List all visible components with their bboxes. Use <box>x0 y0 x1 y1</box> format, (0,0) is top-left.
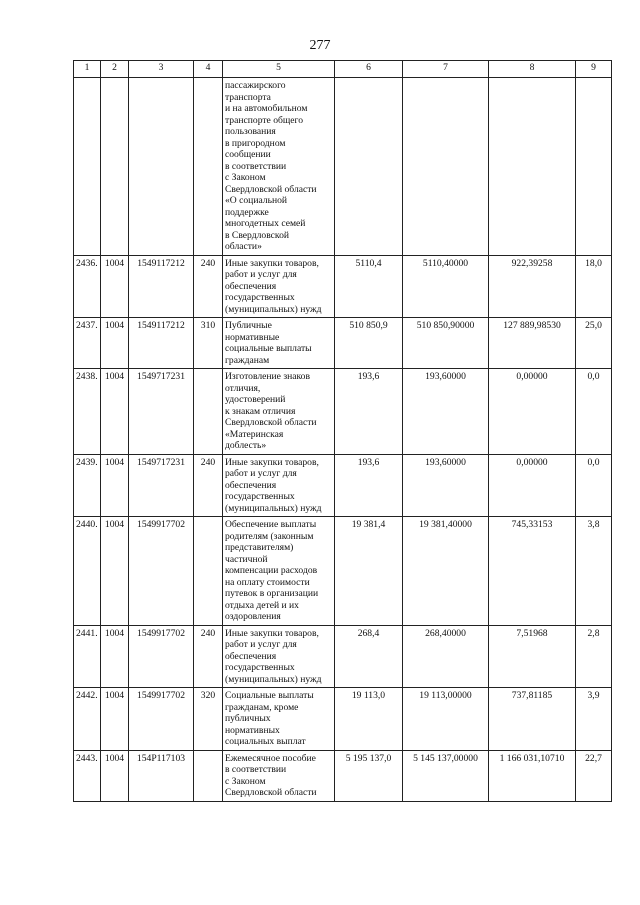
item-name <box>223 750 335 801</box>
executed-amount <box>489 78 576 256</box>
plan-amount: 510 850,90000 <box>403 318 489 369</box>
item-name-line: (муниципальных) нужд <box>225 502 322 514</box>
plan-amount: 268,40000 <box>403 625 489 688</box>
section-code: 1004 <box>101 369 129 455</box>
item-name-line: (муниципальных) нужд <box>225 673 322 685</box>
row-number: 2439. <box>74 454 101 517</box>
item-name-line: отличия, <box>225 382 261 394</box>
approved-amount: 268,4 <box>335 625 403 688</box>
section-code: 1004 <box>101 625 129 688</box>
item-name-line: «О социальной <box>225 195 288 206</box>
item-name-line: к знакам отличия <box>225 405 296 417</box>
item-name-line: компенсации расходов <box>225 565 318 576</box>
item-name-line: социальные выплаты <box>225 343 312 354</box>
target-code: 1549717231 <box>129 454 194 517</box>
item-name-line: оздоровления <box>225 611 281 622</box>
item-name-line: частичной <box>225 553 268 565</box>
item-name-line: удостоверений <box>225 394 286 405</box>
expense-kind <box>194 369 223 455</box>
item-name <box>223 318 335 369</box>
row-number: 2440. <box>74 517 101 626</box>
item-name-line: транспорта <box>225 91 271 103</box>
execution-percent: 0,0 <box>576 454 612 517</box>
target-code: 1549117212 <box>129 318 194 369</box>
item-name-line: обеспечения <box>225 650 277 662</box>
item-name-line: гражданам <box>225 354 270 366</box>
execution-percent: 18,0 <box>576 255 612 318</box>
item-name-line: с Законом <box>225 775 266 787</box>
row-number: 2441. <box>74 625 101 688</box>
row-number: 2437. <box>74 318 101 369</box>
row-number <box>74 78 101 256</box>
expense-kind: 240 <box>194 454 223 517</box>
column-header: 7 <box>403 61 489 78</box>
budget-table <box>73 60 612 802</box>
item-name-line: поддержке <box>225 206 269 218</box>
table-row <box>74 750 612 801</box>
plan-amount: 5 145 137,00000 <box>403 750 489 801</box>
approved-amount: 510 850,9 <box>335 318 403 369</box>
execution-percent: 3,8 <box>576 517 612 626</box>
table-row <box>74 454 612 517</box>
table-row <box>74 688 612 751</box>
execution-percent: 2,8 <box>576 625 612 688</box>
executed-amount: 737,81185 <box>489 688 576 751</box>
item-name-line: в Свердловской <box>225 229 290 241</box>
section-code: 1004 <box>101 750 129 801</box>
approved-amount: 5 195 137,0 <box>335 750 403 801</box>
approved-amount <box>335 78 403 256</box>
expense-kind: 240 <box>194 255 223 318</box>
item-name-line: в соответствии <box>225 764 287 775</box>
item-name <box>223 255 335 318</box>
item-name-line: сообщении <box>225 149 271 160</box>
executed-amount: 0,00000 <box>489 369 576 455</box>
item-name-line: обеспечения <box>225 280 277 292</box>
column-header: 5 <box>223 61 335 78</box>
item-name-line: государственных <box>225 662 295 673</box>
table-row <box>74 318 612 369</box>
item-name-line: Иные закупки товаров, <box>225 627 319 639</box>
item-name-line: в соответствии <box>225 160 287 172</box>
executed-amount: 922,39258 <box>489 255 576 318</box>
column-header: 6 <box>335 61 403 78</box>
column-header: 2 <box>101 61 129 78</box>
executed-amount: 7,51968 <box>489 625 576 688</box>
item-name <box>223 625 335 688</box>
item-name-line: Иные закупки товаров, <box>225 456 319 468</box>
table-row <box>74 369 612 455</box>
item-name-line: Обеспечение выплаты <box>225 519 317 530</box>
table-row <box>74 255 612 318</box>
section-code: 1004 <box>101 255 129 318</box>
plan-amount: 19 113,00000 <box>403 688 489 751</box>
plan-amount: 193,60000 <box>403 454 489 517</box>
approved-amount: 19 113,0 <box>335 688 403 751</box>
executed-amount: 745,33153 <box>489 517 576 626</box>
item-name-line: «Материнская <box>225 428 284 440</box>
item-name-line: работ и услуг для <box>225 269 297 280</box>
item-name-line: на оплату стоимости <box>225 576 310 588</box>
item-name-line: представителям) <box>225 542 294 553</box>
table-row <box>74 517 612 626</box>
target-code: 1549117212 <box>129 255 194 318</box>
item-name <box>223 688 335 751</box>
item-name-line: Ежемесячное пособие <box>225 752 316 764</box>
item-name-line: области» <box>225 241 262 252</box>
item-name-line: работ и услуг для <box>225 639 297 650</box>
item-name-line: государственных <box>225 491 295 502</box>
item-name-line: нормативных <box>225 724 280 736</box>
expense-kind <box>194 750 223 801</box>
executed-amount: 127 889,98530 <box>489 318 576 369</box>
target-code: 154P117103 <box>129 750 194 801</box>
page-number: 277 <box>309 38 331 53</box>
section-code <box>101 78 129 256</box>
item-name <box>223 369 335 455</box>
executed-amount: 0,00000 <box>489 454 576 517</box>
item-name-line: социальных выплат <box>225 736 306 747</box>
column-header: 4 <box>194 61 223 78</box>
execution-percent: 3,9 <box>576 688 612 751</box>
executed-amount: 1 166 031,10710 <box>489 750 576 801</box>
item-name-line: государственных <box>225 292 295 303</box>
execution-percent: 0,0 <box>576 369 612 455</box>
item-name-line: многодетных семей <box>225 218 306 229</box>
section-code: 1004 <box>101 517 129 626</box>
expense-kind <box>194 78 223 256</box>
plan-amount <box>403 78 489 256</box>
table-body <box>74 78 612 802</box>
target-code <box>129 78 194 256</box>
item-name-line: пользования <box>225 126 276 137</box>
item-name-line: отдыха детей и их <box>225 599 299 611</box>
item-name <box>223 454 335 517</box>
item-name-line: Социальные выплаты <box>225 690 314 701</box>
item-name-line: нормативные <box>225 331 280 343</box>
target-code: 1549917702 <box>129 625 194 688</box>
table-row <box>74 625 612 688</box>
execution-percent: 25,0 <box>576 318 612 369</box>
section-code: 1004 <box>101 318 129 369</box>
item-name-line: родителям (законным <box>225 530 314 542</box>
expense-kind: 310 <box>194 318 223 369</box>
row-number: 2442. <box>74 688 101 751</box>
target-code: 1549917702 <box>129 688 194 751</box>
item-name-line: Изготовление знаков <box>225 371 311 382</box>
column-header: 8 <box>489 61 576 78</box>
item-name <box>223 78 335 256</box>
execution-percent: 22,7 <box>576 750 612 801</box>
target-code: 1549717231 <box>129 369 194 455</box>
approved-amount: 19 381,4 <box>335 517 403 626</box>
header-row <box>74 61 612 78</box>
row-number: 2438. <box>74 369 101 455</box>
approved-amount: 193,6 <box>335 369 403 455</box>
row-number: 2436. <box>74 255 101 318</box>
execution-percent <box>576 78 612 256</box>
item-name-line: Свердловской области <box>225 787 317 798</box>
expense-kind <box>194 517 223 626</box>
item-name-line: транспорте общего <box>225 114 304 126</box>
plan-amount: 193,60000 <box>403 369 489 455</box>
item-name-line: пассажирского <box>225 80 286 91</box>
column-header: 3 <box>129 61 194 78</box>
section-code: 1004 <box>101 454 129 517</box>
plan-amount: 5110,40000 <box>403 255 489 318</box>
item-name-line: обеспечения <box>225 479 277 491</box>
item-name-line: в пригородном <box>225 137 286 149</box>
item-name-line: работ и услуг для <box>225 468 297 479</box>
item-name-line: и на автомобильном <box>225 103 308 114</box>
item-name-line: Публичные <box>225 320 272 331</box>
item-name-line: публичных <box>225 713 271 724</box>
column-header: 1 <box>74 61 101 78</box>
expense-kind: 240 <box>194 625 223 688</box>
table-row <box>74 78 612 256</box>
item-name-line: (муниципальных) нужд <box>225 303 322 315</box>
item-name-line: путевок в организации <box>225 588 319 599</box>
approved-amount: 5110,4 <box>335 255 403 318</box>
approved-amount: 193,6 <box>335 454 403 517</box>
item-name-line: Иные закупки товаров, <box>225 257 319 269</box>
item-name-line: Свердловской области <box>225 183 317 195</box>
column-header: 9 <box>576 61 612 78</box>
plan-amount: 19 381,40000 <box>403 517 489 626</box>
item-name-line: с Законом <box>225 172 266 183</box>
item-name-line: гражданам, кроме <box>225 701 299 713</box>
section-code: 1004 <box>101 688 129 751</box>
expense-kind: 320 <box>194 688 223 751</box>
item-name-line: доблесть» <box>225 440 267 451</box>
item-name-line: Свердловской области <box>225 417 317 428</box>
row-number: 2443. <box>74 750 101 801</box>
target-code: 1549917702 <box>129 517 194 626</box>
item-name <box>223 517 335 626</box>
